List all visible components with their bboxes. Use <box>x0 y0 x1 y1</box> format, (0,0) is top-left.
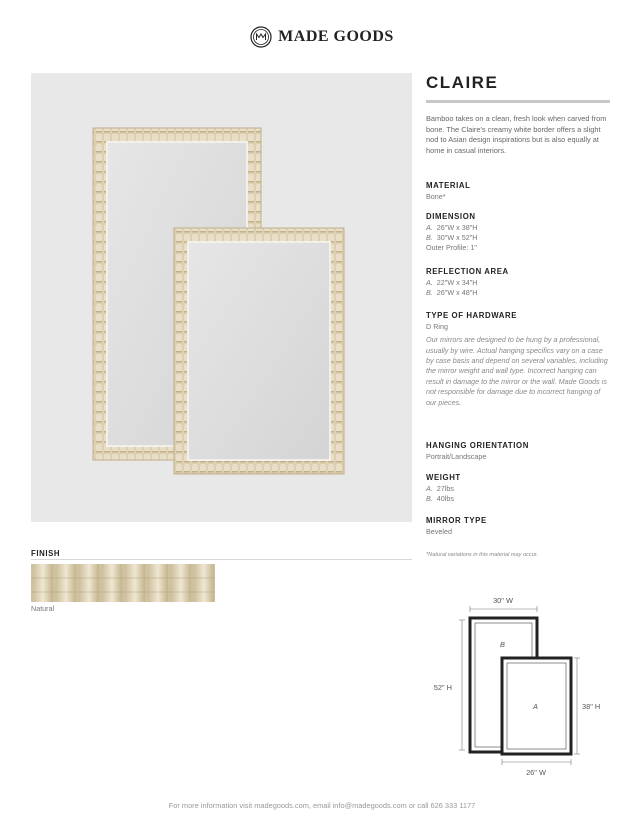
left-height-label: 52" H <box>433 683 452 692</box>
spec-dimension <box>426 212 616 254</box>
bottom-width-label: 26" W <box>526 768 546 777</box>
product-photo <box>31 73 412 522</box>
finish-label: FINISH <box>31 549 61 558</box>
title-divider <box>426 100 610 103</box>
spec-value: B. 30"W x 52"H <box>426 233 478 243</box>
spec-label: MATERIAL <box>426 181 471 190</box>
material-footnote: *Natural variations in this material may occur. <box>426 552 539 558</box>
spec-label: REFLECTION AREA <box>426 267 509 276</box>
made-goods-logo-icon <box>250 26 272 48</box>
brand-header <box>0 24 644 50</box>
contact-footer: For more information visit madegoods.com, email info@madegoods.com or call 626 333 1177 <box>168 801 476 810</box>
spec-value: A. 22"W x 34"H <box>426 278 478 287</box>
spec-label: MIRROR TYPE <box>426 516 487 525</box>
spec-value: B. 26"W x 48"H <box>426 288 478 298</box>
spec-label: WEIGHT <box>426 473 461 482</box>
spec-value: A. 26"W x 38"H <box>426 223 478 232</box>
right-height-label: 38" H <box>582 702 601 711</box>
spec-value: A. 27lbs <box>426 484 454 493</box>
spec-value: B. 40lbs <box>426 494 454 504</box>
top-width-label: 30" W <box>493 596 513 605</box>
spec-value: Portrait/Landscape <box>426 452 487 461</box>
spec-value: Outer Profile: 1" <box>426 243 477 253</box>
finish-divider <box>31 559 412 560</box>
spec-mirror-type <box>426 516 616 537</box>
spec-hardware <box>426 311 616 408</box>
finish-swatch-name: Natural <box>31 604 55 613</box>
spec-value: Beveled <box>426 527 452 536</box>
spec-reflection-area <box>426 267 616 298</box>
spec-label: HANGING ORIENTATION <box>426 441 529 450</box>
spec-label: DIMENSION <box>426 212 476 221</box>
finish-swatch <box>31 564 215 602</box>
spec-label: TYPE OF HARDWARE <box>426 311 518 320</box>
spec-weight <box>426 473 616 504</box>
product-description: Bamboo takes on a clean, fresh look when carved from bone. The Claire's creamy white border offers a slight nod to Asian design inspirations but is also equally at home in casual interiors. <box>426 114 607 155</box>
spec-orientation <box>426 441 616 462</box>
brand-name: MADE GOODS <box>278 28 394 45</box>
spec-material <box>426 181 616 202</box>
hardware-note: Our mirrors are designed to be hung by a professional, usually by wire. Actual hanging specifics vary on a case by case basis and depend on several variables, including the mirror weight and wall type. Incorrect hanging can result in damage to the mirror or the wall. Made Goods is not responsible for damage due to incorrect hanging of our pieces. <box>426 335 608 407</box>
spec-value: Bone* <box>426 192 446 201</box>
frame-a-label: A <box>533 702 538 711</box>
dimension-diagram <box>420 592 610 782</box>
frame-b-label: B <box>500 640 505 649</box>
small-mirror <box>174 228 344 474</box>
product-title: CLAIRE <box>426 73 499 92</box>
spec-value: D Ring <box>426 322 448 331</box>
